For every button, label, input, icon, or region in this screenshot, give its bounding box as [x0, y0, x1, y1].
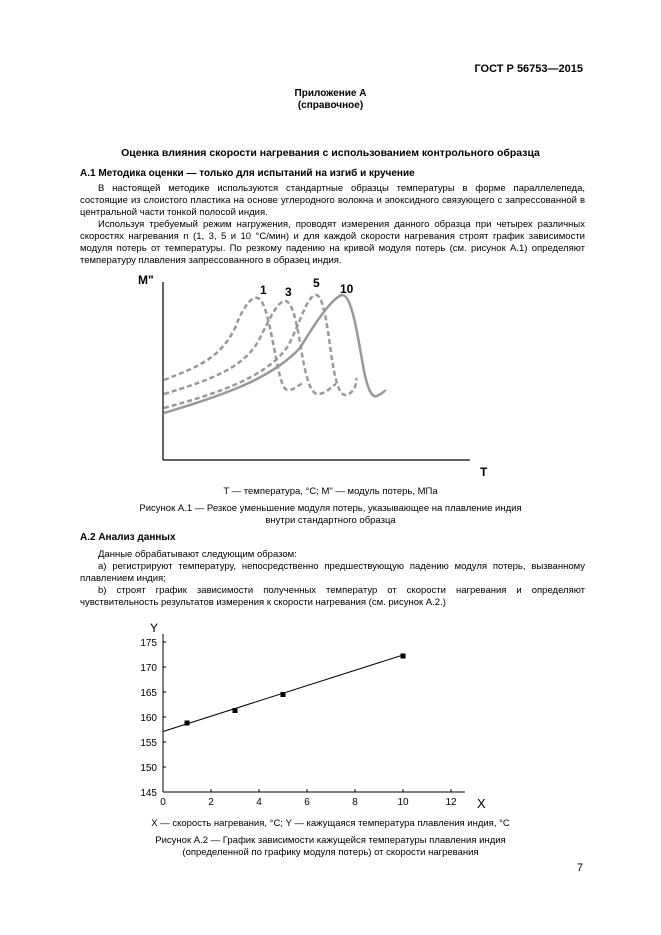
main-title: Оценка влияния скорости нагревания с использованием контрольного образца	[121, 147, 540, 159]
chart-axes	[150, 621, 486, 811]
caption-line: Рисунок А.2 — График зависимости кажущейся температуры плавления индия	[155, 835, 506, 846]
curve-rate-10	[164, 295, 386, 413]
data-point	[233, 708, 238, 713]
chart-series	[163, 654, 406, 732]
figure-a1-caption	[0, 503, 661, 527]
data-point	[401, 654, 406, 659]
y-tick-label: 160	[140, 713, 157, 724]
page-number: 7	[576, 862, 583, 874]
list-item: a) регистрируют температуру, непосредственно предшествующую падению модуля потерь, вызванному плавлением индия;	[80, 561, 585, 584]
annex-title: Приложение А	[294, 88, 367, 99]
y-tick-label: 145	[140, 788, 157, 799]
x-tick-label: 12	[445, 797, 457, 808]
x-tick-label: 2	[208, 797, 214, 808]
figure-a1-legend: T — температура, °С; M" — модуль потерь, МПа	[223, 486, 438, 497]
list-item: b) строят график зависимости полученных температур от скорости нагревания и определяют чувствительность результатов измерения к скорости нагревания (см. рисунок А.2.)	[80, 585, 585, 608]
y-axis-title: Y	[150, 621, 159, 635]
data-point	[281, 692, 286, 697]
y-tick-label: 170	[140, 663, 157, 674]
figure-a2-legend: X — скорость нагревания, °С; Y — кажущаяся температура плавления индия, °С	[151, 818, 510, 829]
paragraph: Используя требуемый режим нагружения, проводят измерения данного образца при четырех различных скоростях нагревания n (1, 3, 5 и 10 °С/мин) и для каждой скорости нагревания строят график зависимости модуля потерь от температуры. По резкому падению на кривой модуля потерь (см. рисунок А.1) определяют температуру плавления запрессованного в образец индия.	[80, 219, 585, 266]
annex-note: (справочное)	[297, 100, 364, 111]
y-tick-label: 175	[140, 638, 157, 649]
section-a2-heading: А.2 Анализ данных	[80, 532, 176, 543]
figure-a2-caption	[0, 835, 661, 859]
x-tick-label: 10	[397, 797, 409, 808]
figure-a1-chart	[120, 268, 510, 483]
x-tick-label: 6	[304, 797, 310, 808]
document-id: ГОСТ Р 56753—2015	[474, 63, 583, 75]
curve-label-10: 10	[340, 282, 354, 296]
curve-label-5: 5	[313, 276, 320, 290]
curve-rate-3	[164, 301, 336, 394]
caption-line: внутри стандартного образца	[265, 515, 396, 526]
y-tick-label: 155	[140, 738, 157, 749]
figure-a2-chart	[120, 612, 500, 814]
y-tick-label: 165	[140, 688, 157, 699]
x-axis-title: X	[477, 796, 486, 811]
curve-label-3: 3	[285, 285, 292, 299]
x-tick-label: 0	[160, 797, 166, 808]
y-axis-label: M"	[138, 273, 154, 287]
x-tick-label: 8	[352, 797, 358, 808]
curve-label-1: 1	[260, 283, 267, 297]
annex-heading	[0, 88, 661, 112]
section-a2-body	[80, 549, 585, 609]
data-point	[185, 721, 190, 726]
curve-rate-1	[164, 298, 304, 390]
x-axis-label: T	[480, 465, 488, 479]
paragraph: Данные обрабатывают следующим образом:	[98, 549, 297, 560]
paragraph: В настоящей методике используются стандартные образцы температуры в форме параллелепеда, состоящие из слоистого пластика на основе углеродного волокна и эпоксидного связующего с запрессованной в центральной части тонкой полосой индия.	[80, 183, 585, 218]
x-tick-label: 4	[256, 797, 262, 808]
section-a1-body	[80, 183, 585, 267]
section-a1-heading: А.1 Методика оценки — только для испытаний на изгиб и кручение	[80, 168, 415, 179]
y-tick-label: 150	[140, 763, 157, 774]
caption-line: (определенной по графику модуля потерь) от скорости нагревания	[182, 847, 479, 858]
caption-line: Рисунок А.1 — Резкое уменьшение модуля потерь, указывающее на плавление индия	[139, 503, 522, 514]
